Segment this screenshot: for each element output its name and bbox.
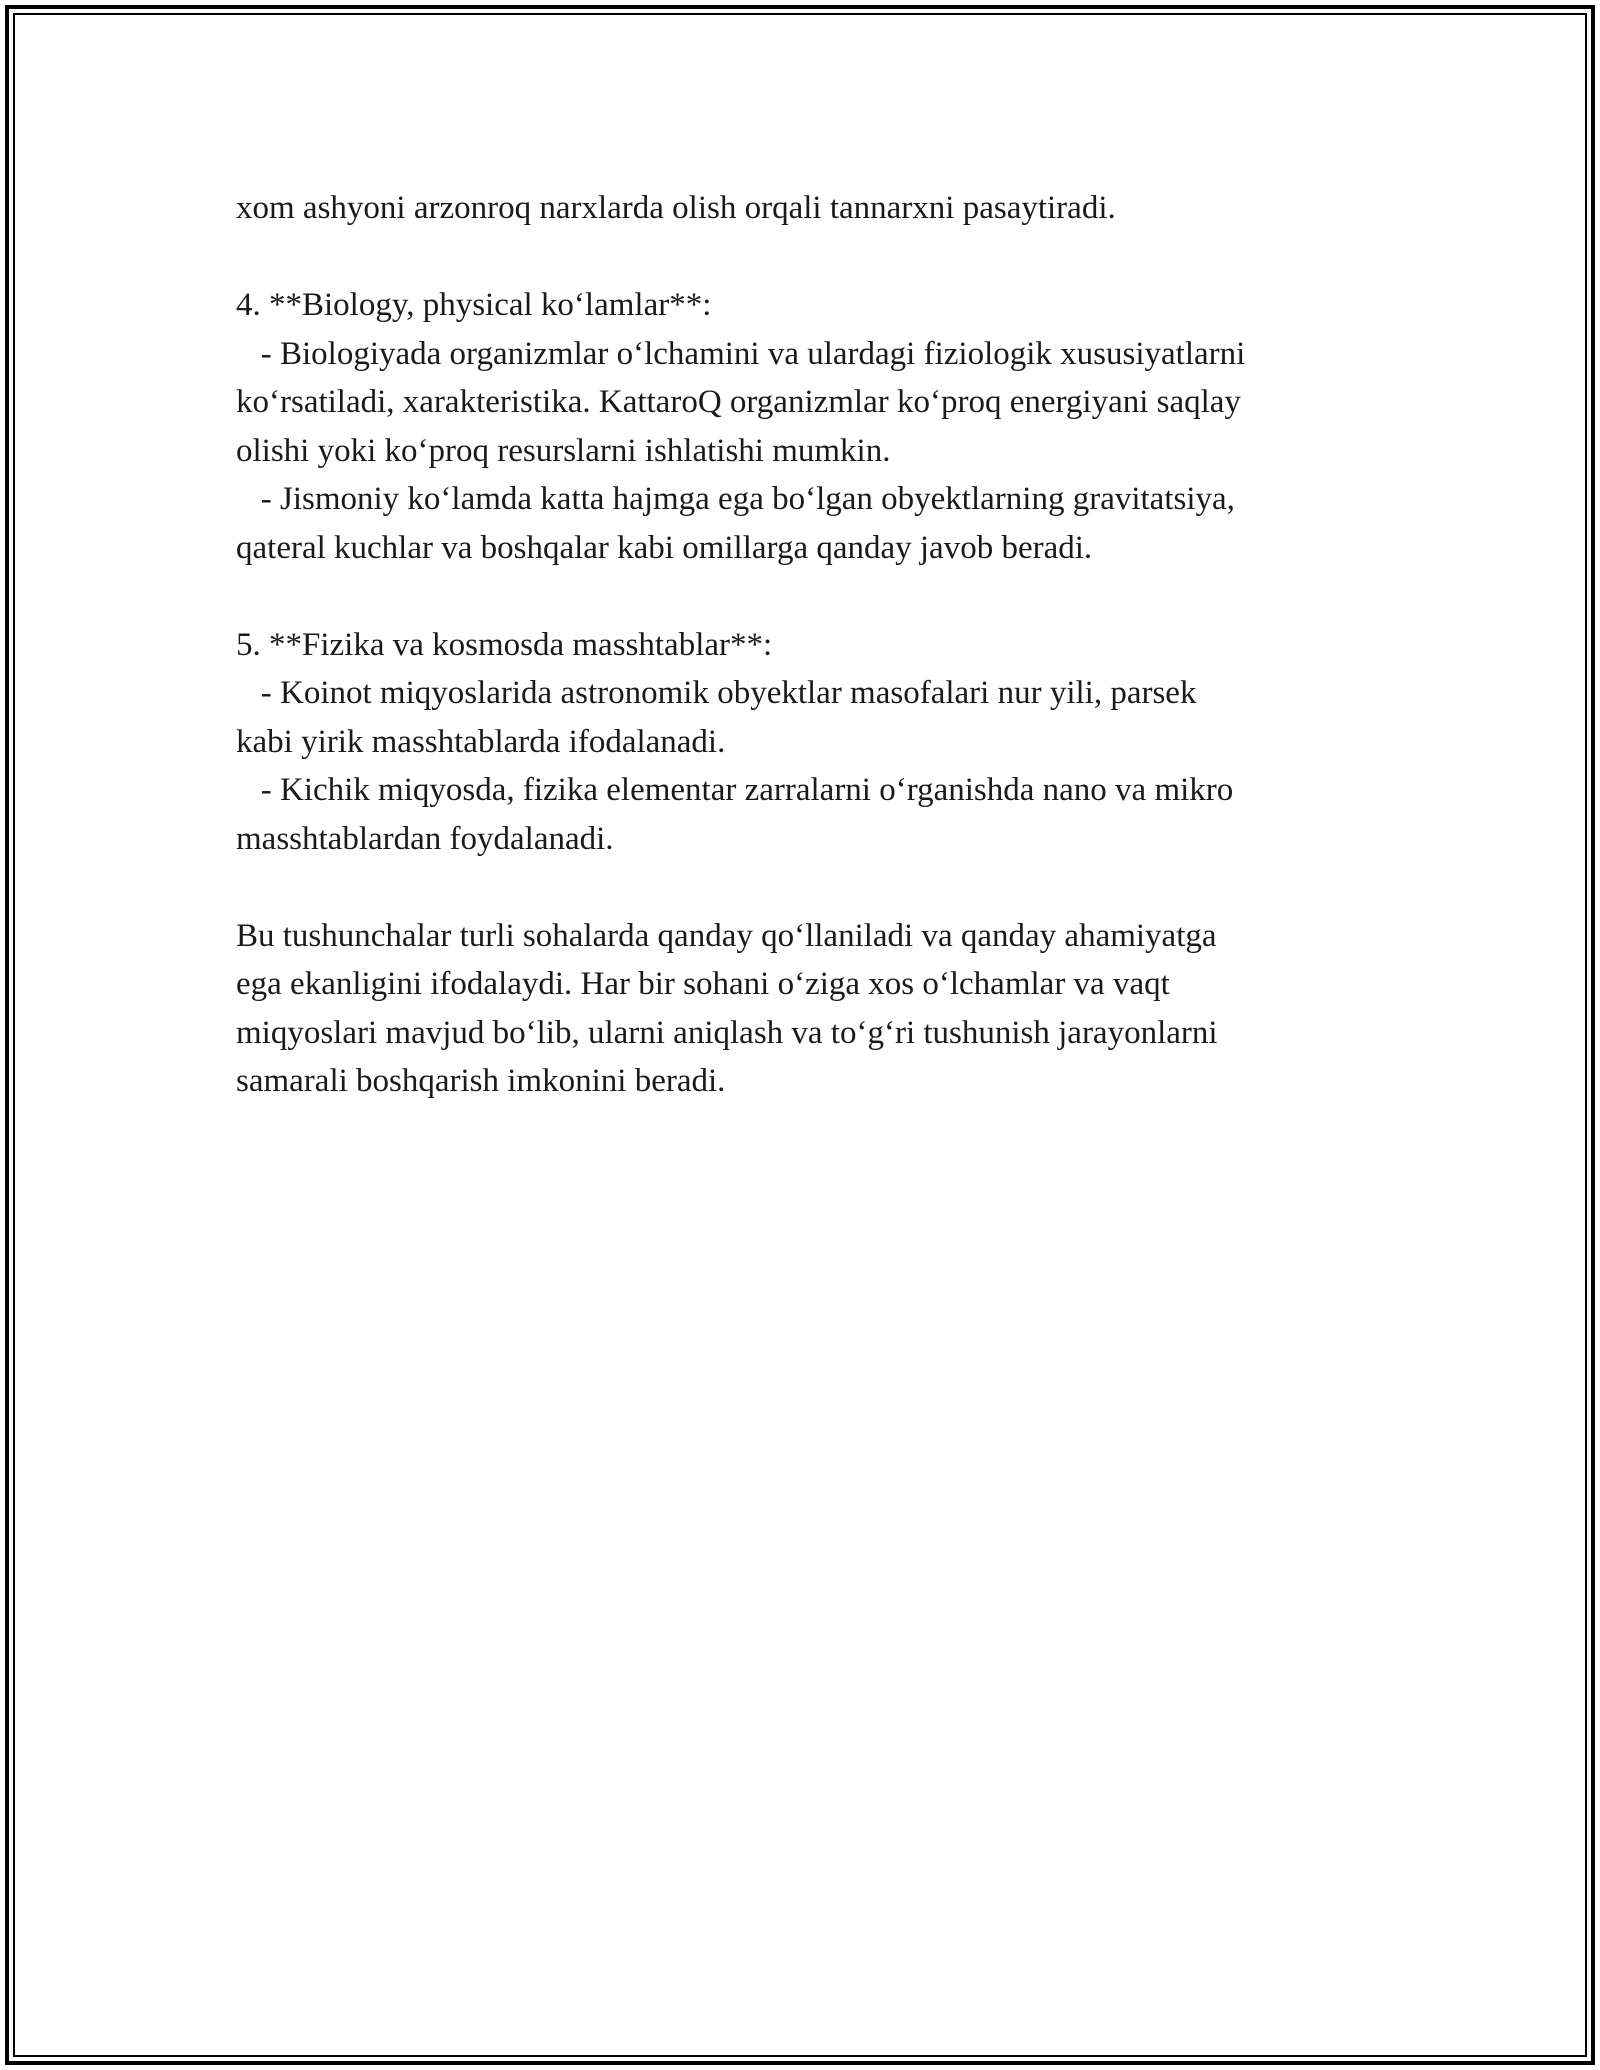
section-4 [236, 281, 1366, 572]
section-5 [236, 621, 1366, 864]
paragraph-line: olishi yoki ko‘proq resurslarni ishlatishi mumkin. [236, 432, 891, 469]
paragraph-line: - Jismoniy ko‘lamda katta hajmga ega bo‘lgan obyektlarning gravitatsiya, [236, 481, 1235, 517]
paragraph-line: - Kichik miqyosda, fizika elementar zarralarni o‘rganishda nano va mikro [236, 772, 1234, 808]
paragraph-line: - Biologiyada organizmlar o‘lchamini va ulardagi fiziologik xususiyatlarni [236, 335, 1246, 372]
paragraph-line: Bu tushunchalar turli sohalarda qanday qo‘llaniladi va qanday ahamiyatga [236, 917, 1217, 954]
paragraph-line: samarali boshqarish imkonini beradi. [236, 1063, 726, 1099]
paragraph-line: kabi yirik masshtablarda ifodalanadi. [236, 723, 726, 760]
intro-line: xom ashyoni arzonroq narxlarda olish orqali tannarxni pasaytiradi. [236, 190, 1116, 226]
paragraph-line: ko‘rsatiladi, xarakteristika. KattaroQ organizmlar ko‘proq energiyani saqlay [236, 384, 1241, 420]
blank-line [236, 233, 1366, 282]
paragraph-line: masshtablardan foydalanadi. [236, 820, 614, 857]
paragraph-line: ega ekanligini ifodalaydi. Har bir sohani o‘ziga xos o‘lchamlar va vaqt [236, 966, 1170, 1002]
section-heading: 5. **Fizika va kosmosda masshtablar**: [236, 626, 773, 663]
paragraph-line: - Koinot miqyoslarida astronomik obyektlar masofalari nur yili, parsek [236, 675, 1197, 711]
paragraph-line: qateral kuchlar va boshqalar kabi omillarga qanday javob beradi. [236, 529, 1093, 566]
conclusion-paragraph [236, 912, 1366, 1106]
section-heading: 4. **Biology, physical ko‘lamlar**: [236, 287, 712, 323]
paragraph-line: miqyoslari mavjud bo‘lib, ularni aniqlash va to‘g‘ri tushunish jarayonlarni [236, 1014, 1218, 1051]
document-body [236, 184, 1366, 1106]
blank-line [236, 572, 1366, 621]
blank-line [236, 863, 1366, 912]
